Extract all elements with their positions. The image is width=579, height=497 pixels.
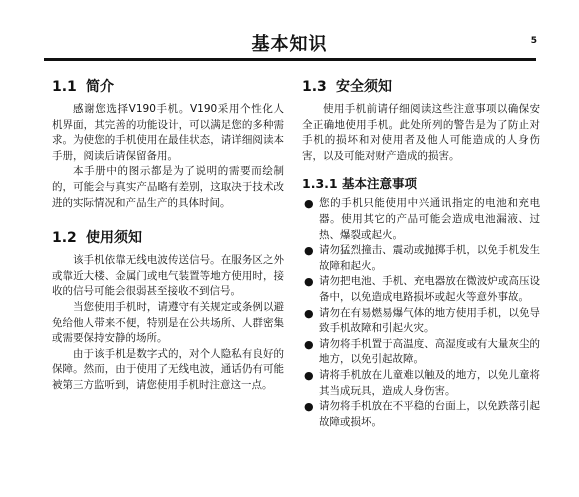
list-item <box>302 274 540 305</box>
bullet-icon: ● <box>304 400 314 414</box>
section-heading-safety <box>302 76 540 96</box>
intro-paragraph: 感谢您选择V190手机。V190采用个性化人机界面，其完善的功能设计，可以满足您的多种需求。为使您的手机使用在最佳状态，请详细阅读本手册，阅读后请保留备用。 <box>52 103 284 162</box>
bullet-icon: ● <box>304 306 314 320</box>
subsection-number: 1.3.1 <box>302 176 338 192</box>
list-item-text: 请勿在有易燃易爆气体的地方使用手机，以免导致手机故障和引起火灾。 <box>319 306 540 335</box>
list-item-text: 请将手机放在儿童难以触及的地方，以免儿童将其当成玩具，造成人身伤害。 <box>319 368 540 397</box>
list-item <box>302 196 540 243</box>
section-number: 1.3 <box>302 79 327 95</box>
precautions-list <box>302 196 540 430</box>
list-item-text: 请勿将手机置于高温度、高湿度或有大量灰尘的地方，以免引起故障。 <box>319 337 540 366</box>
list-item-text: 您的手机只能使用中兴通讯指定的电池和充电器。使用其它的产品可能会造成电池漏液、过热、爆裂或起火。 <box>319 197 540 241</box>
usage-paragraph: 当您使用手机时，请遵守有关规定或条例以避免给他人带来不便，特别是在公共场所、人群密集或需要保持安静的场所。 <box>52 300 284 345</box>
page-title: 基本知识 <box>251 34 328 55</box>
header-rule <box>44 58 536 61</box>
usage-paragraph: 由于该手机是数字式的，对个人隐私有良好的保障。然而，由于使用了无线电波，通话仍有可能被第三方监听到，请您使用手机时注意这一点。 <box>52 347 284 391</box>
intro-paragraph: 本手册中的图示都是为了说明的需要而绘制的，可能会与真实产品略有差别，这取决于技术改进的实际情况和产品生产的具体时间。 <box>52 165 284 209</box>
bullet-icon: ● <box>304 244 314 258</box>
section-number: 1.2 <box>52 230 77 247</box>
section-title: 安全须知 <box>336 79 392 95</box>
section-number: 1.1 <box>52 79 77 95</box>
bullet-icon: ● <box>304 197 314 211</box>
subsection-heading-basic-precautions <box>302 174 540 192</box>
list-item <box>302 368 540 399</box>
section-title: 使用须知 <box>86 230 142 247</box>
page-number: 5 <box>530 36 537 46</box>
list-item <box>302 399 540 430</box>
usage-paragraph: 该手机依靠无线电波传送信号。在服务区之外或靠近大楼、金属门或电气装置等地方使用时，接收的信号可能会很弱甚至接收不到信号。 <box>52 254 284 298</box>
list-item <box>302 306 540 337</box>
bullet-icon: ● <box>304 337 314 351</box>
left-column <box>52 76 284 394</box>
list-item <box>302 337 540 368</box>
section-heading-usage-notes <box>52 227 284 247</box>
right-column <box>302 76 540 430</box>
list-item-text: 请勿将手机放在不平稳的台面上，以免跌落引起故障或损坏。 <box>319 400 540 428</box>
section-heading-intro <box>52 76 284 96</box>
list-item-text: 请勿猛烈撞击、震动或抛掷手机，以免手机发生故障和起火。 <box>319 244 540 272</box>
bullet-icon: ● <box>304 275 314 289</box>
section-title: 简介 <box>86 79 114 95</box>
safety-paragraph: 使用手机前请仔细阅读这些注意事项以确保安全正确地使用手机。此处所列的警告是为了防止对手机的损坏和对使用者及他人可能造成的人身伤害，以及可能对财产造成的损害。 <box>302 103 540 162</box>
list-item-text: 请勿把电池、手机、充电器放在微波炉或高压设备中，以免造成电路损坏或起火等意外事故。 <box>319 275 540 303</box>
subsection-title: 基本注意事项 <box>342 176 418 192</box>
bullet-icon: ● <box>304 368 314 382</box>
list-item <box>302 243 540 274</box>
